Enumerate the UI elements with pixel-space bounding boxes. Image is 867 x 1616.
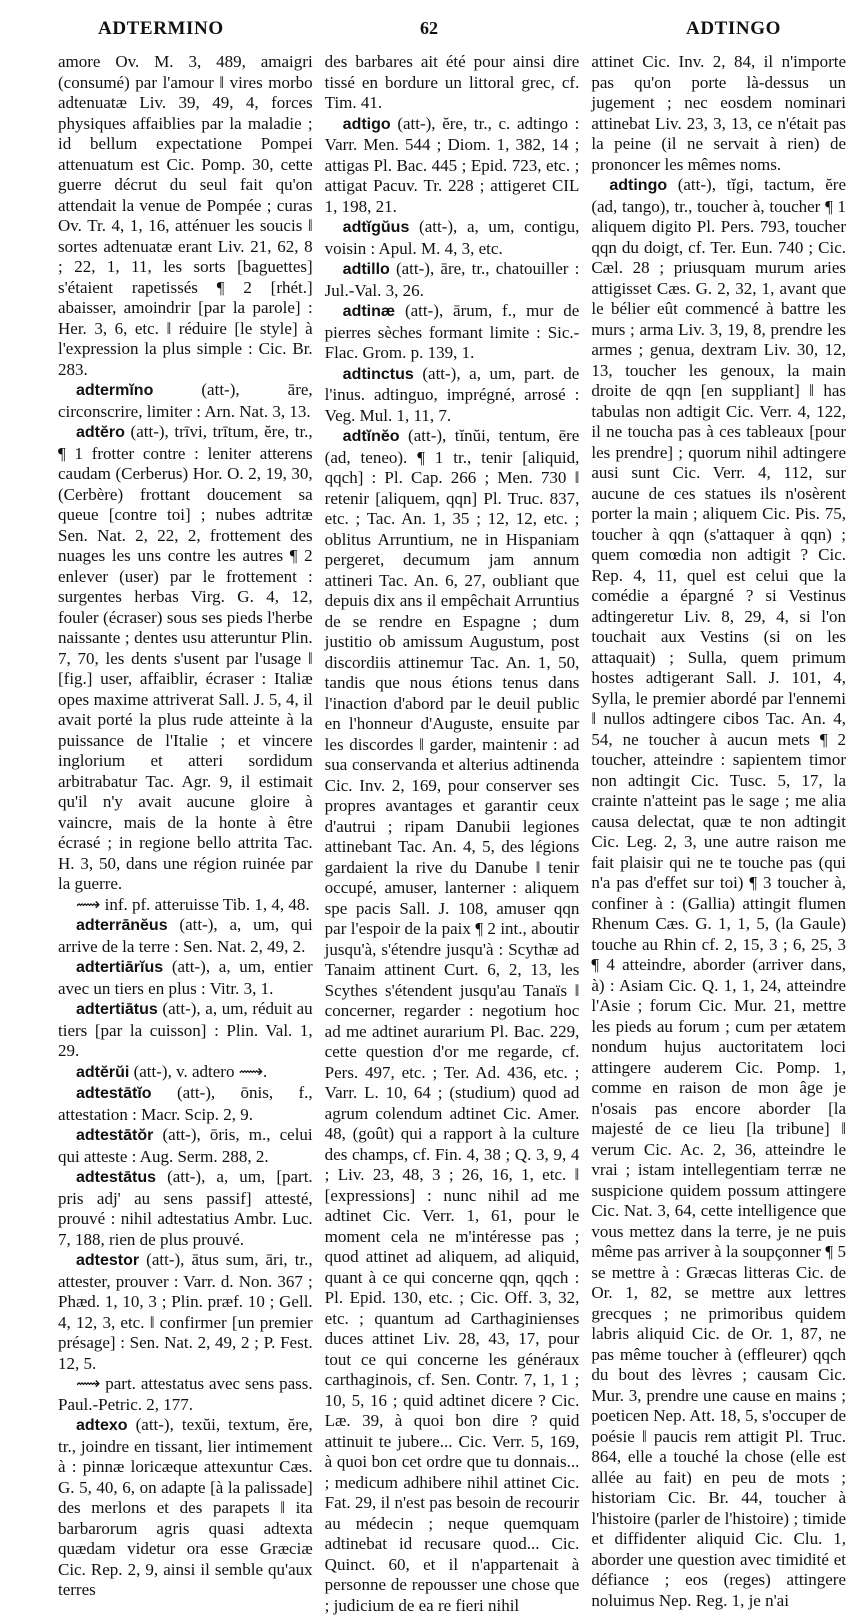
column-middle [324,52,580,1615]
entry-text: (att-), ōnis, f., attestation : Macr. Scip. 2, 9. [58,1083,313,1124]
dictionary-entry [58,1083,313,1125]
dictionary-entry [591,175,846,1611]
entry-text: (att-), a, um, contigu, voisin : Apul. M. 4, 3, etc. [324,217,580,258]
dictionary-entry [325,217,580,259]
dictionary-entry [58,1167,313,1250]
dictionary-entry [58,915,313,957]
entry-text: (att-), tĭnŭi, tentum, ēre (ad, teneo). ¶ 1 tr., tenir [aliquid, qqch] : Pl. Cap. 266 ; Men. 730 ‖ retenir [aliquem, qqn] Pl. Truc. 837, etc. ; Tac. An. 1, 35 ; 12, 12, etc. ; oblitus Arruntium, ne in Hispaniam pergeret, decumum jam annum attineri Tac. An. 6, 27, oubliant que depuis dix ans il empêchait Arruntius de se rendre en Espagne ; dum justitio ob amissum Augustum, post discordiis attinemur Tac. An. 1, 50, tandis que nous étions tenus dans l'inaction d'abord par le deuil public en l'honneur d'Auguste, ensuite par les discordes ‖ garder, maintenir : ad sua conservanda et alterius adtinenda Cic. Inv. 2, 169, pour conserver ses propres avantages et garantir ceux d'autrui ; ripam Danubii legiones attinebant Tac. An. 4, 5, des légions gardaient la rive du Danube ‖ tenir occupé, amuser, lanterner : aliquem spe pacis Sall. J. 108, amuser qqn par l'espoir de la paix ¶ 2 int., aboutir jusqu'à, s'étendre jusqu'à : Scythæ ad Tanaim attinent Curt. 6, 2, 13, les Scythes s'étendent jusqu'au Tanaïs ‖ concerner, regarder : negotium hoc ad me adtinet aurarium Pl. Bac. 229, cette question d'or me regarde, cf. Pers. 497, etc. ; Ter. Ad. 436, etc. ; Varr. L. 10, 64 ; (studium) quod ad agrum colendum adtinet Cic. Amer. 48, (goût) qui a rapport à la culture des champs, cf. Fin. 4, 38 ; Q. 3, 9, 4 ; Liv. 23, 48, 3 ; 26, 16, 1, etc. ‖ [expressions] : nunc nihil ad me adtinet Cic. Verr. 1, 61, pour le moment cela ne m'intéresse pas ; quod attinet ad aliquem, ad aliquid, quant à ce qui concerne qqn, qqch : Pl. Epid. 130, etc. ; Cic. Off. 3, 32, etc. ; quantum ad Carthaginienses duces attinet Liv. 28, 43, 17, pour tout ce qui concerne les généraux carthaginois, cf. Sen. Contr. 7, 1, 1 ; 10, 5, 16 ; quid adtinet dicere ? Cic. Læ. 39, à quoi bon dire ? quid attinuit te jubere... Cic. Verr. 5, 169, à quoi bon cet ordre que tu donnais... ; medicum adhibere nihil attinet Cic. Fat. 29, il n'est pas besoin de recourir au médecin ; neque quemquam adtinebat id recusare quod... Cic. Quinct. 60, et il n'appartenait à personne de repousser une chose que ; judicium de ea re fieri nihil [324,426,580,1615]
entry-headword: adtĕrŭi [76,1063,130,1081]
dictionary-entry [325,364,580,427]
entry-text: (att-), āre, tr., chatouiller : Jul.-Val. 3, 26. [324,259,580,300]
entry-text: (att-), a, um, réduit au tiers [par la cuisson] : Plin. Val. 1, 29. [58,999,313,1060]
entry-text: (att-), ātus sum, āri, tr., attester, prouver : Varr. d. Non. 367 ; Phæd. 1, 10, 3 ; Plin. præf. 10 ; Gell. 4, 12, 3, etc. ‖ confirmer [un premier présage] : Sen. Nat. 2, 49, 2 ; P. Fest. 12, 5. [58,1250,313,1373]
entry-text: amore Ov. M. 3, 489, amaigri (consumé) par l'amour ‖ vires morbo adtenuatæ Liv. 39, 49, 4, forces physiques affaiblies par la maladie ; id bellum expectatione Pompei attenuatum est Cic. Pomp. 30, cette guerre décrut du seul fait qu'on attendait la venue de Pompée ; curas Ov. Tr. 4, 1, 16, atténuer les soucis ‖ sortes adtenuatæ erant Liv. 21, 62, 8 ; 22, 1, 11, les sorts [baguettes] s'étaient rapetissés ¶ 2 [rhét.] abaisser, amoindrir [par la parole] : Her. 3, 6, etc. ‖ réduire [le style] à l'expression la plus simple : Cic. Br. 283. [58,52,313,379]
dictionary-entry [58,1415,313,1601]
entry-headword: adtermĭno [76,382,154,399]
dictionary-entry [325,114,580,218]
entry-text: (att-), a, um, entier avec un tiers en plus : Vitr. 3, 1. [58,957,313,998]
entry-headword: adtestātĭo [76,1085,152,1102]
entry-headword: adtigo [342,115,391,133]
entry-text: (att-), ōris, m., celui qui atteste : Aug. Serm. 288, 2. [58,1125,313,1166]
column-right [591,52,847,1610]
dictionary-entry [325,259,580,301]
entry-headword: adtĕro [76,424,125,441]
dictionary-entry [58,422,313,895]
dictionary-entry [58,1250,313,1374]
dictionary-entry [325,426,580,1616]
dictionary-entry [58,999,313,1062]
entry-headword: adtestātus [76,1169,157,1186]
entry-headword: adtinæ [342,303,396,320]
dictionary-entry [58,1062,313,1084]
dictionary-columns [58,52,847,1615]
page-header [56,18,843,46]
entry-text: (att-), tĭgi, tactum, ĕre (ad, tango), tr., toucher à, toucher ¶ 1 aliquem digito Pl. Pers. 793, toucher qqn du doigt, cf. Ter. Eun. 740 ; Cic. Cæl. 28 ; priusquam murum aries attigisset Cæs. G. 2, 32, 1, avant que le bélier eût commencé à battre les murs ; arma Liv. 3, 19, 8, prendre les armes ; genua, dextram Liv. 30, 12, 13, toucher les genoux, la main droite de qqn [en suppliant] ‖ has tabulas non adtigit Cic. Verr. 4, 122, il ne toucha pas à ces tableaux [pour les prendre] ; quorum nihil adtingere ausi sunt Cic. Verr. 4, 112, sur aucune de ces statues ils n'osèrent porter la main ; aliquem Cic. Pis. 75, toucher à qqn (s'attaquer à qqn) ; quem comœdia non adtigit ? Cic. Rep. 4, 11, quel est celui que la comédie a épargné ? si Vestinus adtingeretur Liv. 8, 29, 4, si l'on touchait aux Vestins (si on les attaquait) ; Sulla, quem primum hostes adtigerant Sall. J. 101, 4, Sylla, le premier abordé par l'ennemi ‖ nullos adtingere cibos Tac. An. 4, 54, ne toucher à aucun mets ¶ 2 toucher, atteindre : sapientem timor non adtingit Cic. Tusc. 5, 17, la crainte n'atteint pas le sage ; me alia causa delectat, quæ te non adtingit Cic. Leg. 2, 3, une autre raison me fait plaisir qui ne te touche pas (qui n'a pas d'effet sur toi) ¶ 3 toucher à, confiner à : (Gallia) attingit flumen Rhenum Cæs. G. 1, 1, 5, (la Gaule) touche au Rhin cf. 2, 15, 3 ; 6, 25, 3 ¶ 4 atteindre, aborder (arriver dans, à) : Asiam Cic. Q. 1, 1, 24, atteindre l'Asie ; forum Cic. Mur. 21, mettre les pieds au forum ; cum per ætatem nondum hujus auctoritatem loci attingere auderem Cic. Pomp. 1, comme en raison de mon âge je n'osais pas encore aborder [la majesté de ce lieu [la tribune] ‖ verum Cic. Ac. 2, 36, atteindre le vrai ; istam intellegentiam terræ ne suspicione quidem possum attingere Cic. Nat. 3, 64, cette intelligence que vous mettez dans la terre, je ne puis même pas arriver à la soupçonner ¶ 5 se mettre à : Græcas litteras Cic. de Or. 1, 82, se mettre aux lettres grecques ; ne primoribus quidem labris aliquid Cic. de Or. 1, 87, ne pas même toucher à (effleurer) qqch du bout des lèvres ; causam Cic. Mur. 3, prendre une cause en mains ; poeticen Nep. Att. 18, 5, s'occuper de poésie ‖ paucis rem attigit Pl. Truc. 864, elle a touché la chose (elle est allée au fait) en peu de mots ; historiam Cic. Br. 44, toucher à l'histoire (parler de l'histoire) ; timide et diffidenter aliquid Cic. Clu. 1, aborder une question avec timidité et défiance ; eos (reges) attingere noluimus Nep. Reg. 1, je n'ai [591,175,847,1610]
entry-text: (att-), texŭi, textum, ĕre, tr., joindre en tissant, lier intimement à : pinnæ loricæque attexuntur Cæs. G. 5, 40, 6, on adapte [à la palissade] des merlons et des parapets ‖ ita barbarorum agris quasi adtexta quædam videtur ora esse Græciæ Cic. Rep. 2, 9, ainsi il semble qu'aux terres [58,1415,313,1599]
entry-headword: adtertiārĭus [76,959,164,976]
entry-headword: adtĭnĕo [342,428,400,445]
entry-text: (att-), a, um, qui arrive de la terre : Sen. Nat. 2, 49, 2. [58,915,313,956]
entry-headword: adtertiātus [76,1001,158,1018]
dictionary-entry [58,895,313,916]
entry-headword: adtĭgŭus [342,219,410,236]
entry-text: (att-), v. adtero ⟿. [129,1061,268,1081]
entry-text: des barbares ait été pour ainsi dire tissé en bordure un littoral grec, cf. Tim. 41. [324,52,580,112]
dictionary-entry [58,1125,313,1167]
entry-text: (att-), a, um, part. de l'inus. adtinguo, imprégné, arrosé : Veg. Mul. 1, 11, 7. [324,363,580,425]
entry-text: ⟿ inf. pf. atteruisse Tib. 1, 4, 48. [76,894,310,914]
entry-text: ⟿ part. attestatus avec sens pass. Paul.-Petric. 2, 177. [58,1374,313,1414]
dictionary-entry [58,957,313,999]
entry-text: (att-), a, um, [part. pris adj' au sens passif] attesté, prouvé : nihil adtestatius Ambr. Luc. 7, 188, rien de plus prouvé. [58,1167,313,1249]
entry-headword: adtexo [76,1417,128,1434]
entry-headword: adtestor [76,1252,140,1269]
entry-headword: adtinctus [342,365,414,383]
running-head-left: ADTERMINO [98,18,224,39]
entry-headword: adterrānĕus [76,917,168,934]
entry-headword: adtingo [609,177,668,194]
dictionary-entry [58,1374,313,1415]
entry-headword: adtestātŏr [76,1127,154,1144]
dictionary-entry [58,52,313,380]
entry-headword: adtillo [342,261,390,278]
entry-text: attinet Cic. Inv. 2, 84, il n'importe pas qu'on porte là-dessus un jugement ; nec eosdem nominari attinebat Liv. 23, 3, 13, ce n'était pas la peine (il ne servait à rien) de prononcer les mêmes noms. [591,52,847,174]
dictionary-entry [325,52,580,114]
dictionary-entry [325,301,580,364]
running-head-right: ADTINGO [686,18,781,39]
entry-text: (att-), trīvi, trītum, ĕre, tr., ¶ 1 frotter contre : leniter atterens caudam (Cerberus) Hor. O. 2, 19, 30, (Cerbère) frottant doucement sa queue [contre toi] ; nubes adtritæ Sen. Nat. 2, 22, 2, frottement des nuages les uns contre les autres ¶ 2 enlever (user) par le frottement : surgentes herbas Virg. G. 4, 12, fouler (écraser) sous ses pieds l'herbe naissante ; dentes usu atteruntur Plin. 7, 70, les dents s'usent par l'usage ‖ [fig.] user, affaiblir, écraser : Italiæ opes maxime attriverat Sall. J. 5, 4, il avait porté la plus rude atteinte à la puissance de l'Italie ; et vincere inglorium et atteri sordidum arbitrabatur Tac. Agr. 9, il estimait qu'il n'y avait aucune gloire à vaincre, mais de la honte à être écrasé ; in regione bello attrita Tac. H. 3, 50, dans une région ruinée par la guerre. [58,422,313,893]
entry-text: (att-), ārum, f., mur de pierres sèches formant limite : Sic.-Flac. Grom. p. 139, 1. [324,301,580,362]
entry-text: (att-), āre, circonscrire, limiter : Arn. Nat. 3, 13. [58,380,313,421]
dictionary-entry [591,52,846,175]
column-left [58,52,313,1599]
dictionary-entry [58,380,313,422]
page-number: 62 [420,18,438,38]
entry-text: (att-), ĕre, tr., c. adtingo : Varr. Men. 544 ; Diom. 1, 382, 14 ; attigas Pl. Bac. 445 ; Epid. 723, etc. ; attigat Pacuv. Tr. 228 ; attigeret CIL 1, 198, 21. [324,113,580,216]
